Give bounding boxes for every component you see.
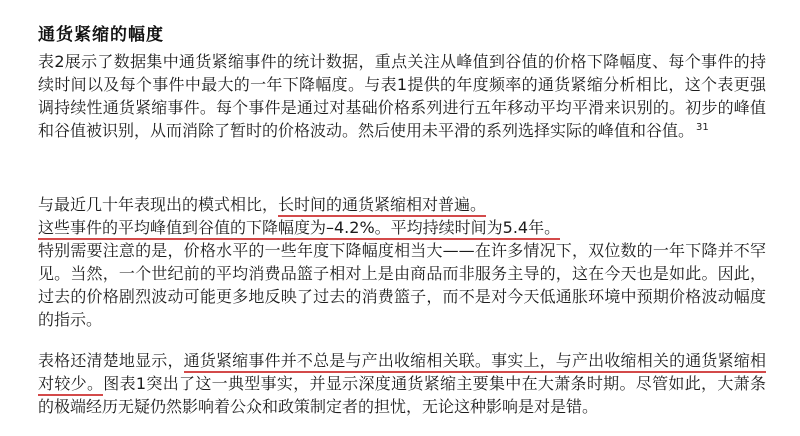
sentence-underlined-red: 这些事件的平均峰值到谷值的下降幅度为–4.2%。平均持续时间为5.4年。 bbox=[38, 218, 560, 240]
paragraph-methodology bbox=[38, 50, 766, 142]
paragraph-text: 特别需要注意的是，价格水平的一些年度下降幅度相当大——在许多情况下，双位数的一年下降并不罕见。当然，一个世纪前的平均消费品篮子相对上是由商品而非服务主导的，这在今天也是如此。因此，过去的价格剧烈波动可能更多地反映了过去的消费篮子，而不是对今天低通胀环境中预期价格波动幅度的指示。 bbox=[38, 241, 766, 329]
sentence-underlined-red: 通货紧缩事件并不总是与产出收缩相关联。事实上，与产出收缩相关的通货紧缩相对较少。 bbox=[38, 351, 766, 396]
paragraph-output-contraction bbox=[38, 349, 766, 418]
footnote-reference: 31 bbox=[696, 121, 709, 133]
section-heading: 通货紧缩的幅度 bbox=[38, 25, 164, 45]
sentence-plain: 与最近几十年表现出的模式相比， bbox=[38, 195, 279, 214]
sentence-plain: 表格还清楚地显示， bbox=[38, 351, 184, 370]
paragraph-text: 图表1突出了这一典型事实，并显示深度通货紧缩主要集中在大萧条时期。尽管如此，大萧条的极端经历无疑仍然影响着公众和政策制定者的担忧，无论这种影响是对是错。 bbox=[38, 374, 766, 416]
paragraph-statistics bbox=[38, 193, 766, 331]
sentence-underlined-red: 长时间的通货紧缩相对普遍。 bbox=[278, 195, 486, 217]
paragraph-text: 表2展示了数据集中通货紧缩事件的统计数据，重点关注从峰值到谷值的价格下降幅度、每个事件的持续时间以及每个事件中最大的一年下降幅度。与表1提供的年度频率的通货紧缩分析相比，这个表更强调持续性通货紧缩事件。每个事件是通过对基础价格系列进行五年移动平均平滑来识别的。初步的峰值和谷值被识别，从而消除了暂时的价格波动。然后使用未平滑的系列选择实际的峰值和谷值。 bbox=[38, 52, 766, 140]
